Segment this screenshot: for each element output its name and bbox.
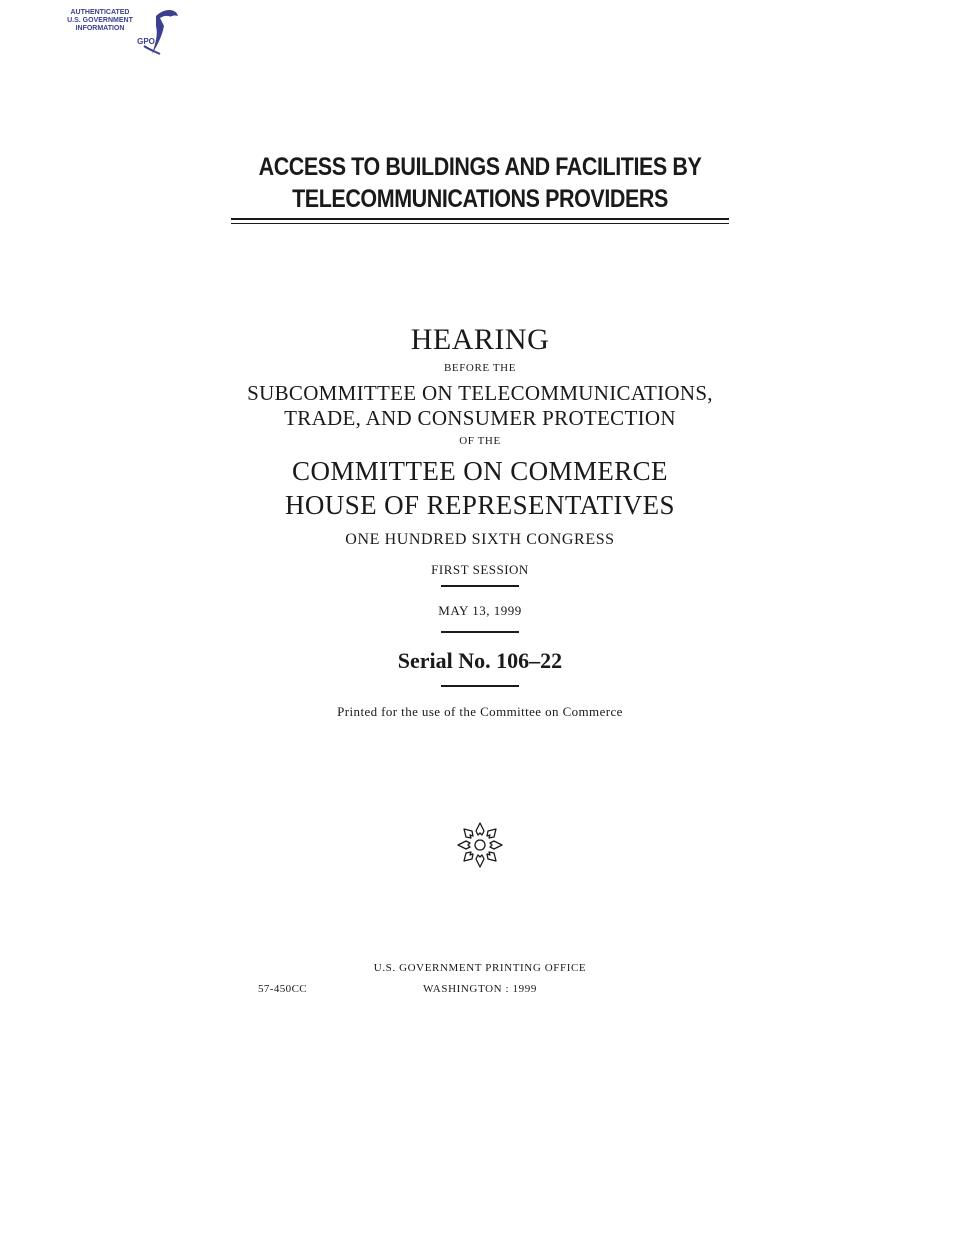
title-double-rule <box>231 218 729 224</box>
subcommittee-line-1: SUBCOMMITTEE ON TELECOMMUNICATIONS, <box>247 381 713 405</box>
hearing-heading: HEARING <box>410 323 550 356</box>
document-title-line-1: ACCESS TO BUILDINGS AND FACILITIES BY <box>258 153 702 181</box>
serial-number: Serial No. 106–22 <box>397 648 563 673</box>
printed-for-note: Printed for the use of the Committee on Commerce <box>337 704 623 719</box>
divider-rule <box>441 685 519 687</box>
seal-mark: GPO <box>137 37 155 46</box>
committee-line-1: COMMITTEE ON COMMERCE <box>292 456 668 486</box>
printing-office: U.S. GOVERNMENT PRINTING OFFICE <box>373 962 587 974</box>
divider-rule <box>441 585 519 587</box>
job-number: 57-450CC <box>258 983 308 995</box>
seal-text-line-2: U.S. GOVERNMENT <box>67 17 133 24</box>
eagle-seal-icon <box>60 4 185 60</box>
document-title-line-2: TELECOMMUNICATIONS PROVIDERS <box>292 185 668 213</box>
hearing-date: MAY 13, 1999 <box>438 603 522 618</box>
flower-ornament-icon <box>455 820 505 870</box>
subcommittee-line-2: TRADE, AND CONSUMER PROTECTION <box>284 406 676 430</box>
gpo-authentication-seal <box>60 4 185 60</box>
session-label: FIRST SESSION <box>431 562 529 577</box>
divider-rule <box>441 631 519 633</box>
seal-text-line-3: INFORMATION <box>75 25 125 32</box>
of-the-label: OF THE <box>459 435 501 447</box>
seal-text-line-1: AUTHENTICATED <box>70 9 130 16</box>
before-the-label: BEFORE THE <box>443 362 517 374</box>
printing-location: WASHINGTON : 1999 <box>423 983 537 995</box>
committee-line-2: HOUSE OF REPRESENTATIVES <box>285 490 675 520</box>
congress-label: ONE HUNDRED SIXTH CONGRESS <box>345 531 615 548</box>
